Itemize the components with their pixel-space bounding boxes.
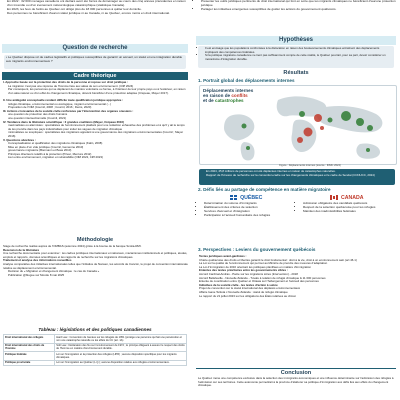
table-cell-value: Loi sur l'immigration au Québec (L.Q.); aucune disposition relative aux réfugiés environnementaux. [55, 360, 187, 365]
cadre-i-heading: I. Approche basée sur la protection des droits de la personne et repose sur droit juridique : [3, 80, 129, 84]
conclusion-header: Conclusion [196, 368, 396, 377]
canada-column [298, 195, 395, 245]
canada-item: • Maintien des inadmissibilités fédérales [303, 210, 395, 214]
quebec-flag-icon [230, 195, 237, 200]
s3-paragraph: Le rapport du 21 juillet 2023 sur les obligations des États relatives au climat [199, 293, 296, 298]
s3-subtitle: Textes juridiques avant-gardistes : [199, 254, 247, 258]
table-cell-value: Hard Law : Convention de Genève sur les réfugiés de 1951 (protège une personne qui fait une persécution et non une catastrophe naturelle ou les effets du CC (art. 1A) [55, 335, 187, 344]
table-cell-key: Politique fédérale [4, 352, 55, 361]
cadre-iv-heading: IV. Tendance dans la littérature scientifique : 2 grandes coalitions (Mayer, Crépeau 2016) [3, 119, 124, 124]
section-3-title: 3. Perspectives : Leviers du gouvernement québécois [198, 247, 316, 252]
s3-paragraph: La Loi d'immigration de 2016 orientant les politiques planifiées en matière d'immigration [199, 264, 311, 269]
cadre-v-heading: V. Questions abordées : [3, 137, 36, 142]
methodo-paragraph: Analyse comparative des initiatives internationales telles que l'initiative de Nansen, les accords de Cancún, le projet de convention internationale relative au déplacement environnemental. [3, 261, 188, 270]
map-title-line1: Déplacements internes [203, 88, 254, 93]
cadre-theorique-band: Cadre théorique [2, 72, 188, 80]
s3-paragraph: Affaire Ioane Teitiota c Nouvelle Zélande : statut de réfugié climatique [199, 289, 288, 294]
table-cell-key: Politique provinciale [4, 360, 55, 365]
objective-item: • Partager les initiatives émergentes susceptibles de guider les actions du gouvernement québécois. [201, 8, 396, 12]
s3-paragraph: Projet de convention sur le statut international des déplacés environnementaux [199, 286, 301, 291]
table-cell-value: Soft Law : Déclaration des Nu sur l'environnement de 1972 ; le principe obligeant à assurer le respect des droits de l'homme en matière d'environnement durable. [56, 344, 185, 351]
quebec-item: • Détermination du volume d'immigrants [204, 202, 293, 206]
methodo-paragraph: Recension de la littérature [3, 247, 40, 252]
canada-flag-icon [330, 195, 338, 200]
context-panel [2, 0, 188, 46]
table-cell-key: Droit international des réfugiés [4, 335, 55, 344]
context-item: • Des personnes ne bénéficient d'aucun statut juridique ni au Canada, ni au Québec, encore moins en droit international. [7, 12, 188, 16]
quebec-item: • Participation à l'accueil humanitaire des réfugiés [204, 214, 293, 218]
table-row [4, 360, 187, 365]
research-question-header: Question de recherche [2, 44, 188, 53]
s3-paragraph: Initiatives de la société civile - les textes d'action à suivre [199, 282, 278, 287]
section-2-title: 2. Défis liés au partage de compétence en matière migratoire [198, 187, 331, 192]
table-cell-value: Loi sur l'immigration et la protection des réfugiés (LIPR) ; aucune disposition spécifique pour les migrants climatiques. [55, 352, 187, 361]
methodo-item: • Publication @blogue sur Monde 8 mai 2025 [8, 274, 188, 278]
cadre-v-item: • Conceptualisation et qualification des migrations climatiques (Kalin, 2008) [8, 142, 188, 146]
conclusion-text: Le Québec mène une compétence exclusive dans la sélection des immigrants économiques et une influence déterminante sur l'admission des réfugiés à l'admission sur ses territoires. Cette autonomie permettrait à la province d'élaborer sa politique d'immigration aux défis liés aux effets du changement climatique. [198, 376, 394, 388]
world-map-icon [200, 86, 396, 164]
displacement-map [199, 85, 397, 165]
canada-item: • Respect de la sélection québécoise pour les réfugiés [303, 206, 395, 210]
resultats-title: Résultats [283, 70, 309, 76]
map-title-conflicts: conflits [231, 93, 248, 99]
legislation-table [3, 334, 187, 398]
methodo-paragraph: Stage de recherche réalisé auprès de l'OMBAS (automne 2024) grâce à la bourse de la banque Scotia-RMI. [3, 244, 142, 248]
s3-paragraph: Accord Bellefeuille - Nouvelle Zélande - Tuvalu à relation de réfugié climatique & 11 000 personnes [199, 275, 326, 280]
methodo-paragraph: Une recherche documentaire pour examiner : les cadres juridiques internationaux et nationaux, mécanismes institutionnels et politiques, études, emplois et rapports, données scientifiques et les rapports de recherche sur les migrations climatiques. [3, 251, 188, 259]
map-caption: Figure : Déplacements internes (source : IDMC 2024) [279, 164, 341, 167]
s3-paragraph: Accord Cardinal-Andras - Pacte sur les migrations sûres (Intervention) - 2018 [199, 271, 298, 276]
cadre-ii-heading: II. Une ambiguïté conceptuelle rendant difficile toute qualification juridique appropriée : [3, 97, 124, 102]
cadre-theorique-body [3, 81, 188, 235]
objective-item: • Présenter les outils juridiques pertinents du droit international qui font en sorte que les migrants climatiques ne bénéficient d'aucune protection juridique [201, 0, 396, 8]
cadre-v-item: • Principes directeurs relatifs à la protection (Prieur, Mercure 2012) [8, 153, 188, 157]
section-3-body [199, 255, 395, 367]
cadre-v-item: • gouvernance migratoire (Biermann et Boas 2010) [8, 149, 188, 153]
cadre-v-item: • Mise en place d'un vide juridique (Cournil, Gemenne 2010) [8, 146, 188, 150]
cadre-iii-item: • une question de protection des droits humains [8, 113, 188, 117]
methodologie-body [3, 245, 188, 325]
map-title-line3: et de catastrophes [203, 98, 244, 104]
research-question-text: • Le Québec dispose-t-il de cadres législatifs et politiques susceptibles de garantir un accueil, un statut et une intégration durable aux migrants environnementaux ? [4, 55, 186, 69]
cadre-i-item: • La migration n'est pas une réponse de l'homme face aux aléas de son environnement. (Cliff 2024) [8, 85, 188, 89]
map-title-disasters: catastrophes [215, 98, 244, 104]
section-1-points [199, 169, 395, 185]
table-row [4, 343, 187, 352]
s3-paragraph: Charte québécoise des droits et libertés garantit le droit fondamental : droit à la vie, droit à un environnement sain (art 46.1) [199, 257, 357, 262]
table-row [4, 335, 187, 344]
cadre-i-item: • Par conséquent, les personnes qui se déplacent de manière volontaire ou forcée, à l'intérieur de leur propre pays ou à l'extérieur, en raison d'un aléa naturel ou d'un effet du changement climatique, doivent bénéficier d'une protection adaptée (Crépeau, Mayer 2017). [8, 88, 188, 95]
canada-title: CANADA [340, 195, 364, 201]
quebec-item: • Services d'accueil et d'intégration [204, 210, 293, 214]
hypotheses-panel [198, 46, 394, 68]
methodo-item: • Décision du « Migration et changement climatique : le cas du Canada » [8, 270, 188, 274]
cadre-v-item: • Lien entre environnement, migration et vulnérabilité (OIM 2022, Cliff 2023) [8, 156, 188, 160]
quebec-title: QUÉBEC [240, 195, 263, 201]
methodologie-title: Méthodologie [76, 237, 114, 243]
s3-paragraph: Entente de coordination entre Québec et Ottawa sur l'hébergement et l'accueil des personnes [199, 279, 319, 284]
objectives-panel [196, 0, 396, 34]
map-title-line2: en raison de conflits [203, 93, 248, 99]
cadre-iv-item: • maximalistes ou alarmistes : spécialistes de l'environnement plaidant pour une rédaction exhaustive des problèmes et à qu'il y ait le temps de les prendre dans les pays industrialisés pour éviter les vagues de migration climatique [8, 124, 188, 131]
s3-paragraph: Ententes des textes prioritaires entre les gouvernements cibles : [199, 268, 288, 273]
methodo-paragraph: Traitement et analyse des informations recueillies [3, 258, 72, 263]
hypothesis-item: • Il est envisagé que les populations confrontées à la dislocation en raison des bouleversements climatiques entraînent des déplacements impliquant des compétences fédérales. [205, 47, 392, 54]
context-item: • En 2022 : 32 600 ménages canadiens ont déclaré avoir été forcés de déménager au cours des cinq années précédentes en raison d'un incendie ou d'un événement météorologique catastrophique (statistique Canada). [7, 0, 188, 8]
hypothesis-item: • Si la politique migratoire canadienne ne tient pas suffisamment compte de cette réalité, le Québec pourrait, pour sa part, devoir considérer un mécanisme d'intégration durable. [205, 54, 392, 61]
cadre-iii-item: • une question intersectionnelle (Cournil, 2021) [8, 117, 188, 121]
quebec-item: • Établissement des critères de sélection [204, 206, 293, 210]
cadre-iii-heading: III. Actions croissantes de la société civile renforcées par l'intervention des organes onusiens : [3, 108, 134, 113]
cadre-ii-item: • réfugié climatique, environnemental ou écologique, migrant environnemental (...) [8, 103, 188, 107]
table-cell-key: Droit international des droits de l'homme [4, 343, 55, 352]
s1-point: • En 2024, 45,8 millions de personnes ont été déplacées internes en raison de catastrophes naturelles. [206, 170, 393, 174]
cadre-iv-item: • minimalistes ou sceptiques : spécialistes des migrations appelant à une gouvernance des migrations environnementales (Cournil ; Mayer 2016) [8, 131, 188, 138]
context-item: • En 2023, les feux de forêts au Québec ont obligé plus de 18 000 personnes à quitter leur domicile. [7, 8, 188, 12]
table-caption: Tableau : législations et des politiques canadiennes [38, 327, 152, 332]
section-1-title: 1. Portrait global des déplacements internes [198, 78, 295, 83]
s3-paragraph: La Loi sur la qualité de l'environnement qui permet au Ministre de prendre des mesures d'adaptation [199, 261, 328, 266]
cadre-ii-item: • Proposition de l'OIM (Cournil, 2008 ; Cournil, 2016 ; Denis, 2020) [8, 106, 188, 110]
quebec-column [199, 195, 293, 245]
s1-point: • Rapport de l'Unesco de recherche sur la convention-cadre sur les changements climatiques et le cadre de Sendai (CCNUCC, 2024) [206, 174, 393, 178]
canada-item: • Admission obligatoire des candidats québécois [303, 202, 395, 206]
table-row [4, 352, 187, 361]
hypotheses-header: Hypothèses [196, 36, 396, 45]
